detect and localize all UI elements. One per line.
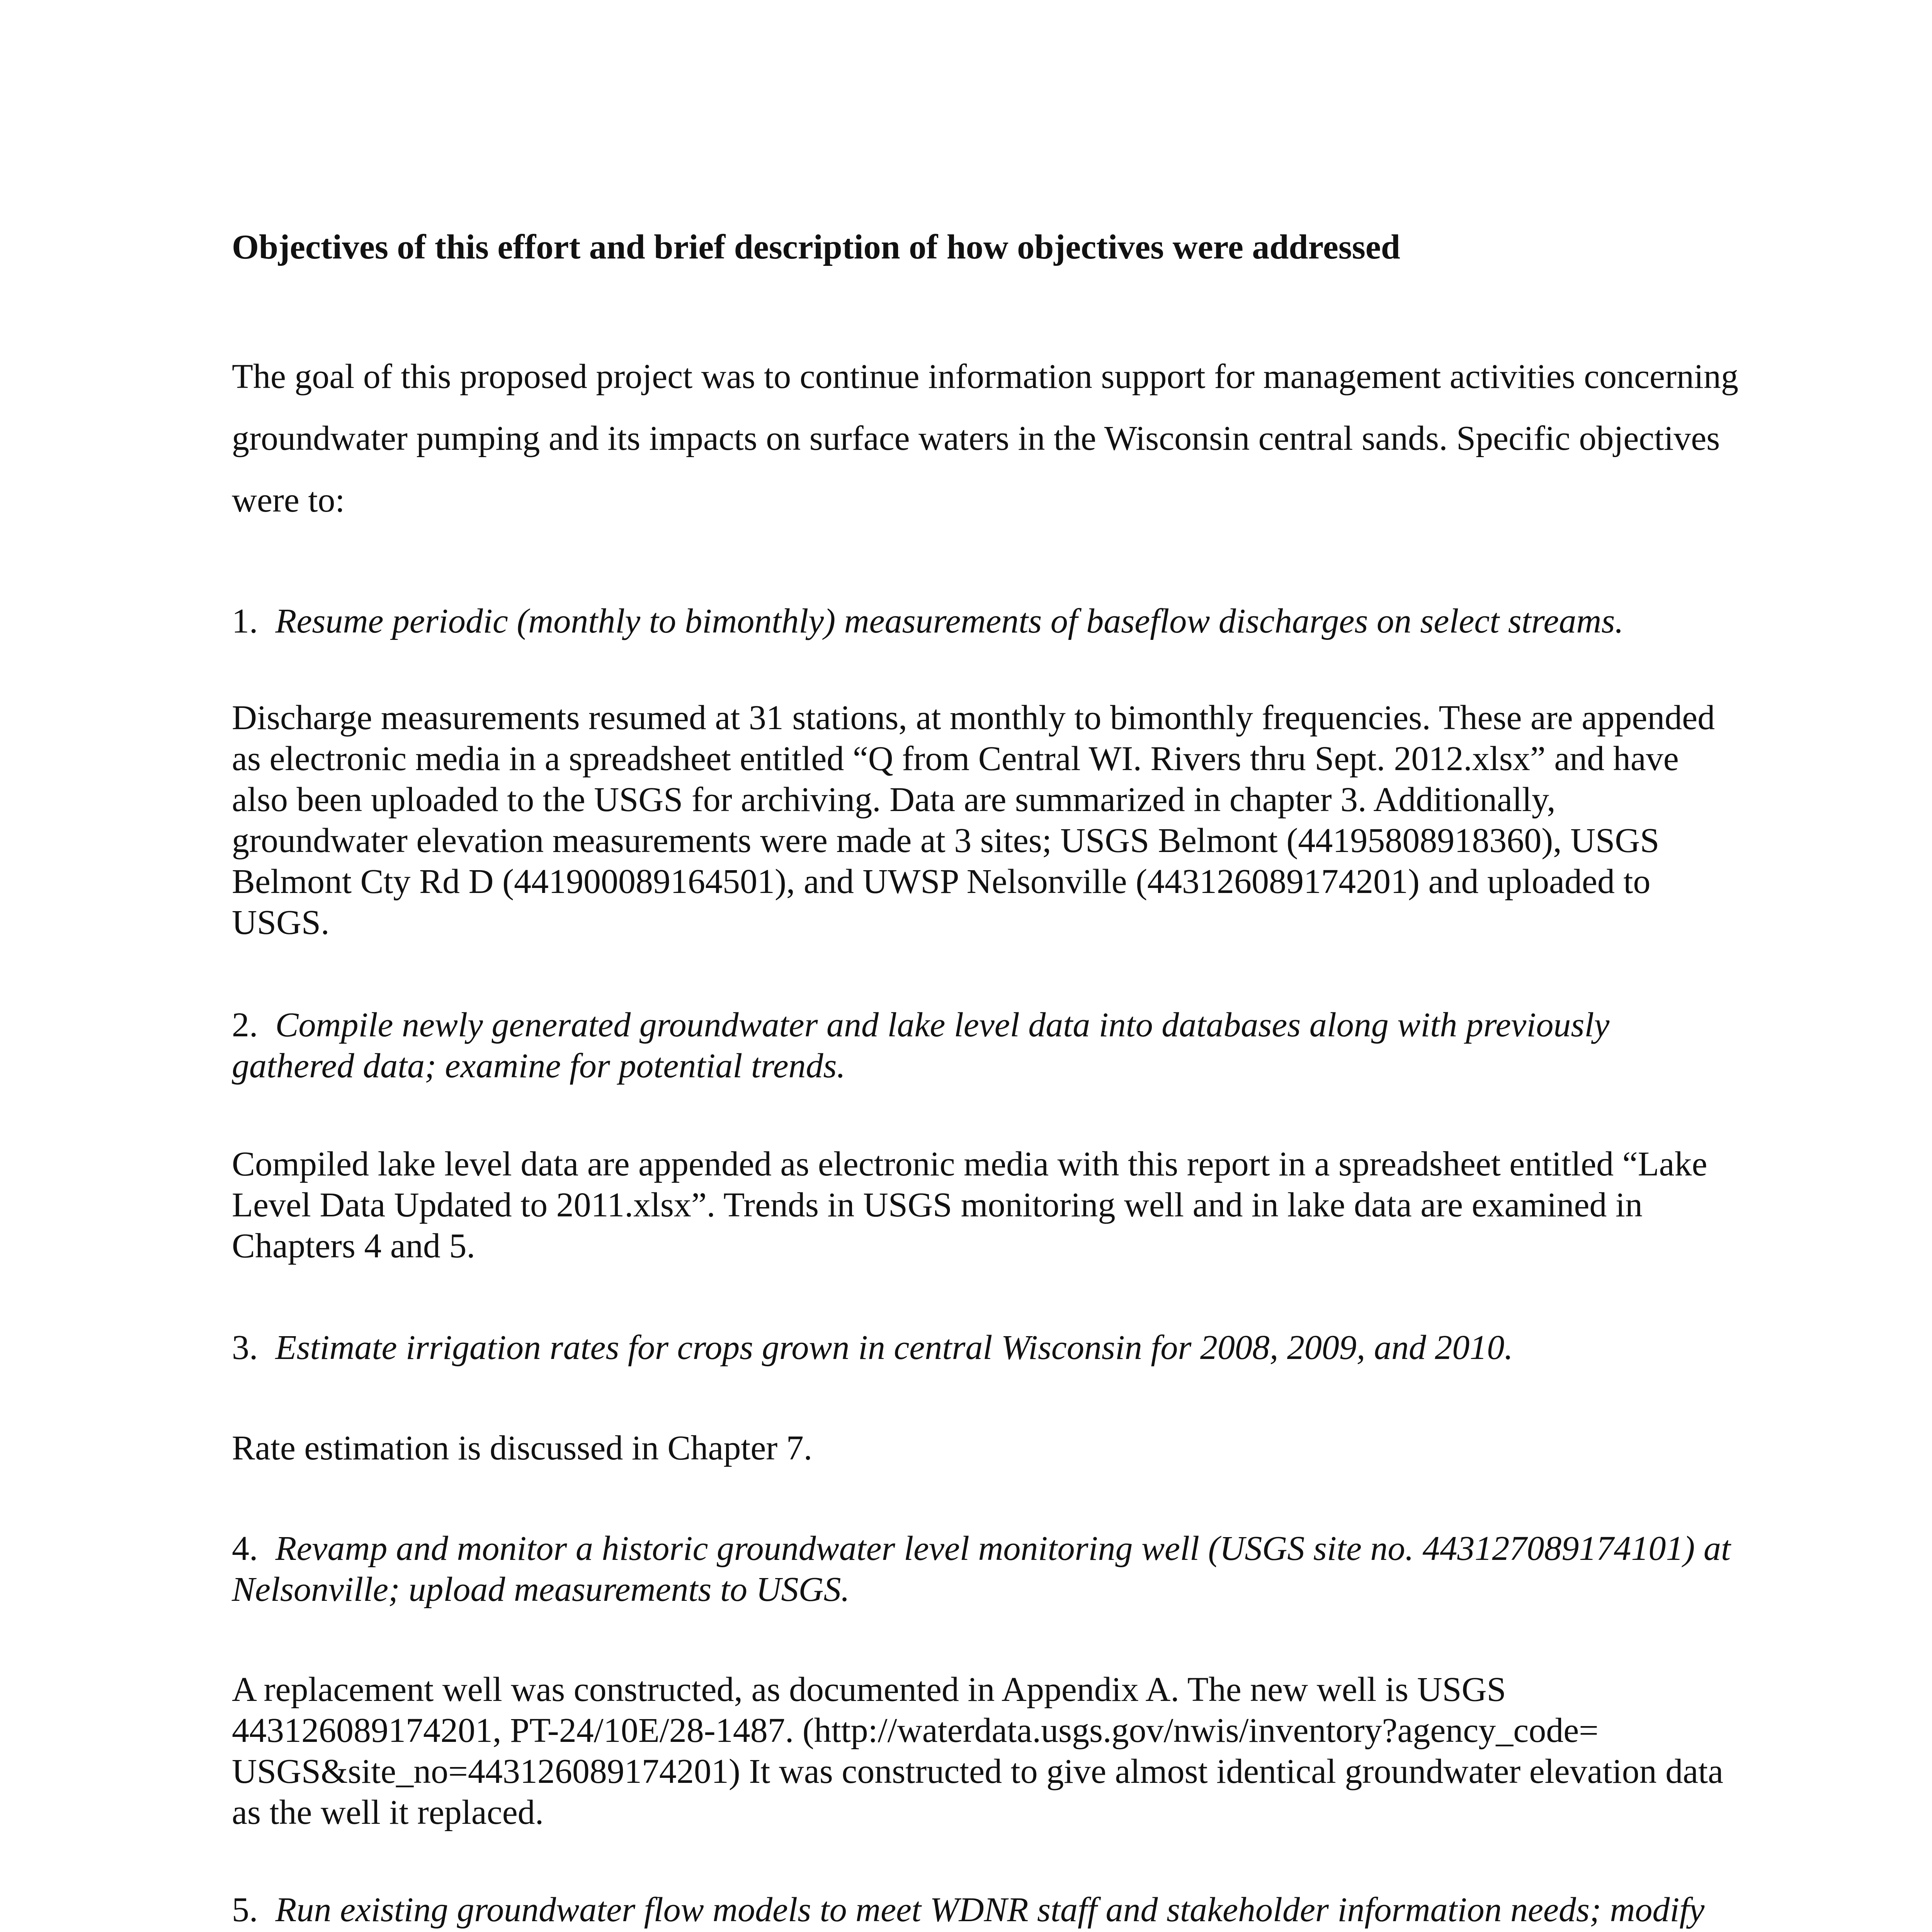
intro-text: The goal of this proposed project was to continue information support for management activities concerning groundwater pumping and its impacts on surface waters in the Wisconsin central sands. Specific objectives were to:: [232, 357, 1738, 519]
intro-paragraph: [232, 346, 1739, 531]
objective-3: [232, 1327, 1739, 1368]
objective-1: [232, 601, 1739, 642]
objective-3-response: Rate estimation is discussed in Chapter 7.: [232, 1429, 813, 1467]
objective-5: [232, 1889, 1739, 1932]
objective-4-response: A replacement well was constructed, as documented in Appendix A. The new well is USGS 443126089174201, PT-24/10E/28-1487. (http://waterdata.usgs.gov/nwis/inventory?agency_code= USGS&site_no=443126089174201) It was constructed to give almost identical groundwater elevation data as the well it replaced.: [232, 1670, 1723, 1832]
objective-title: Revamp and monitor a historic groundwater level monitoring well (USGS site no. 443127089174101) at Nelsonville; upload measurements to USGS.: [232, 1529, 1731, 1609]
section-heading: Objectives of this effort and brief description of how objectives were addressed: [232, 228, 1400, 266]
objective-2: [232, 1005, 1739, 1087]
objective-number: 1.: [232, 602, 258, 640]
objective-number: 3.: [232, 1328, 258, 1367]
objective-4: [232, 1528, 1739, 1610]
objective-title: Resume periodic (monthly to bimonthly) measurements of baseflow discharges on select streams.: [275, 602, 1624, 640]
objective-number: 4.: [232, 1529, 258, 1568]
objective-title: Compile newly generated groundwater and lake level data into databases along with previously gathered data; examine for potential trends.: [232, 1006, 1610, 1085]
document-page: [232, 0, 1739, 1932]
objective-title: Estimate irrigation rates for crops grown in central Wisconsin for 2008, 2009, and 2010.: [275, 1328, 1513, 1367]
objective-title: Run existing groundwater flow models to meet WDNR staff and stakeholder information needs; modify: [275, 1891, 1705, 1929]
objective-1-response: Discharge measurements resumed at 31 stations, at monthly to bimonthly frequencies. These are appended as electronic media in a spreadsheet entitled “Q from Central WI. Rivers thru Sept. 2012.xlsx” and have also been uploaded to the USGS for archiving. Data are summarized in chapter 3. Additionally, groundwater elevation measurements were made at 3 sites; USGS Belmont (44195808918360), USGS Belmont Cty Rd D (441900089164501), and UWSP Nelsonville (443126089174201) and uploaded to USGS.: [232, 699, 1715, 942]
objective-number: 5.: [232, 1891, 258, 1929]
objective-2-response: Compiled lake level data are appended as electronic media with this report in a spreadsheet entitled “Lake Level Data Updated to 2011.xlsx”. Trends in USGS monitoring well and in lake data are examined in Chapters 4 and 5.: [232, 1145, 1708, 1265]
objective-number: 2.: [232, 1006, 258, 1044]
